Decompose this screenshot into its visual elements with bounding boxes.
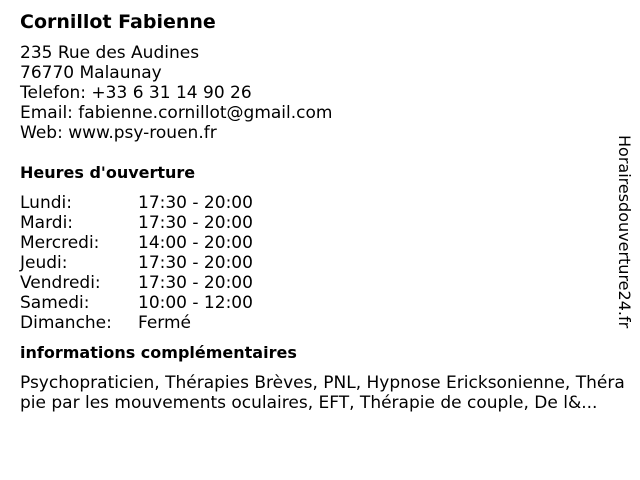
hours-row-thursday: [20, 253, 620, 273]
day-label: Lundi:: [20, 193, 72, 213]
day-label: Vendredi:: [20, 273, 101, 293]
web-line: Web: www.psy-rouen.fr: [20, 123, 217, 143]
hours-row-tuesday: [20, 213, 620, 233]
opening-hours-list: [20, 193, 620, 333]
day-label: Mardi:: [20, 213, 74, 233]
hours-row-wednesday: [20, 233, 620, 253]
time-range: 10:00 - 12:00: [138, 293, 253, 313]
hours-row-friday: [20, 273, 620, 293]
day-label: Mercredi:: [20, 233, 100, 253]
day-label: Samedi:: [20, 293, 90, 313]
time-range: 17:30 - 20:00: [138, 253, 253, 273]
time-range: Fermé: [138, 313, 192, 333]
time-range: 17:30 - 20:00: [138, 213, 253, 233]
time-range: 14:00 - 20:00: [138, 233, 253, 253]
hours-row-sunday: [20, 313, 620, 333]
day-label: Dimanche:: [20, 313, 112, 333]
address-line-street: 235 Rue des Audines: [20, 43, 200, 63]
address-line-city: 76770 Malaunay: [20, 63, 162, 83]
hours-row-monday: [20, 193, 620, 213]
contact-block: [20, 43, 620, 143]
day-label: Jeudi:: [20, 253, 68, 273]
additional-info-heading: informations complémentaires: [20, 343, 297, 362]
time-range: 17:30 - 20:00: [138, 273, 253, 293]
business-name: Cornillot Fabienne: [20, 11, 216, 33]
hours-heading: Heures d'ouverture: [20, 163, 196, 182]
additional-info-text: Psychopraticien, Thérapies Brèves, PNL, Hypnose Ericksonienne, Thérapie par les mouvements oculaires, EFT, Thérapie de couple, De l&...: [20, 373, 625, 413]
hours-row-saturday: [20, 293, 620, 313]
time-range: 17:30 - 20:00: [138, 193, 253, 213]
phone-line: Telefon: +33 6 31 14 90 26: [20, 83, 252, 103]
site-watermark: Horairesdouverture24.fr: [615, 135, 634, 329]
email-line: Email: fabienne.cornillot@gmail.com: [20, 103, 333, 123]
